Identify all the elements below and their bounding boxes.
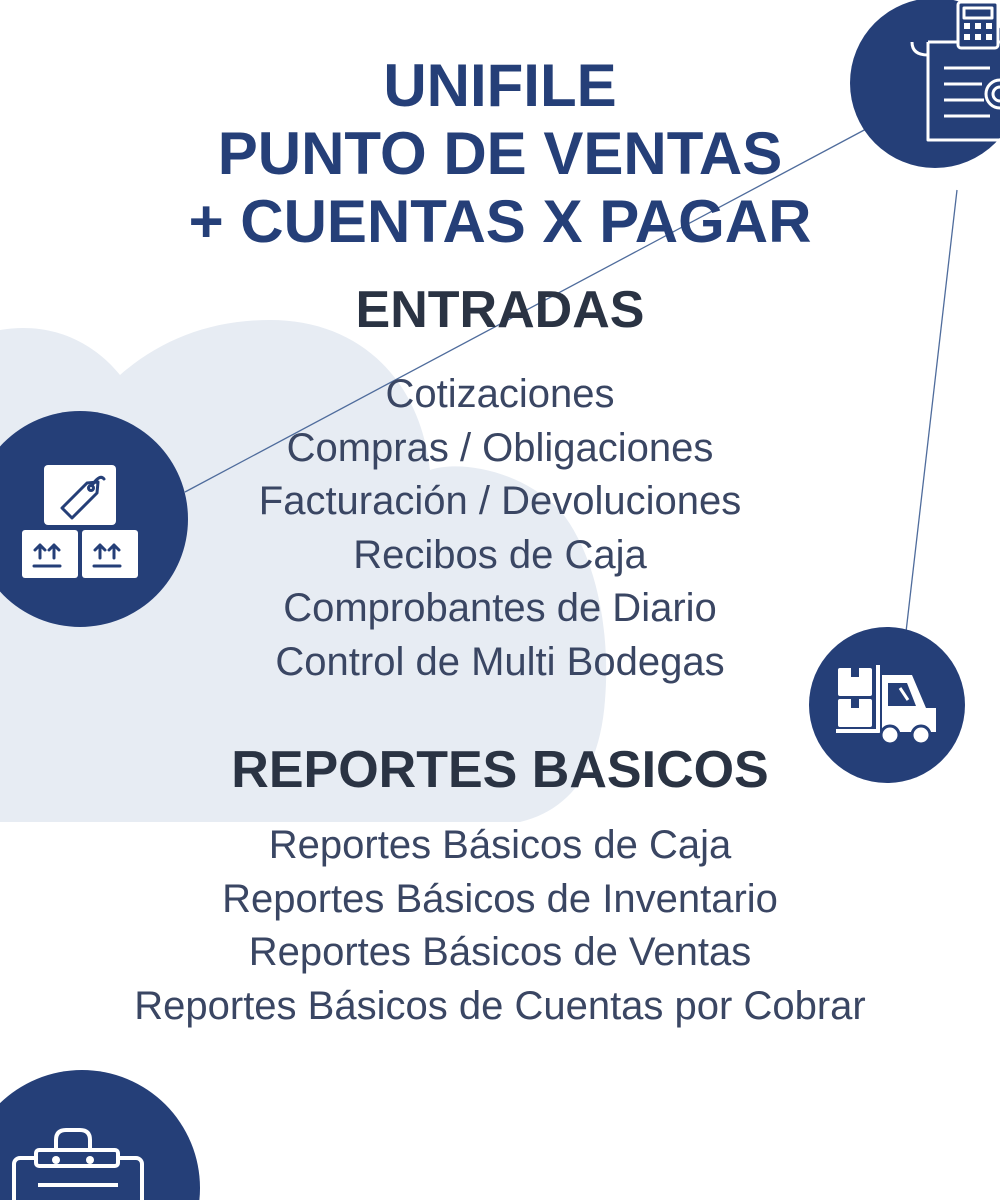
list-item: Compras / Obligaciones — [286, 425, 714, 470]
title-line-3: + CUENTAS X PAGAR — [188, 188, 812, 255]
list-item: Reportes Básicos de Inventario — [222, 876, 778, 921]
list-item: Control de Multi Bodegas — [275, 639, 725, 684]
list-item: Reportes Básicos de Ventas — [248, 930, 752, 974]
list-item: Reportes Básicos de Cuentas por Cobrar — [134, 983, 866, 1028]
list-item: Recibos de Caja — [353, 532, 647, 577]
entradas-heading: ENTRADAS — [355, 281, 645, 339]
reportes-heading: REPORTES BASICOS — [231, 741, 769, 799]
shopping-bag-icon — [0, 1070, 200, 1200]
list-item: Comprobantes de Diario — [283, 586, 717, 630]
list-item: Reportes Básicos de Caja — [268, 823, 732, 867]
title-line-2: PUNTO DE VENTAS — [217, 120, 783, 187]
page-title — [0, 52, 1000, 256]
reportes-list — [0, 819, 1000, 1033]
title-line-1: UNIFILE — [383, 52, 617, 119]
list-item: Facturación / Devoluciones — [258, 479, 742, 523]
entradas-list — [0, 368, 1000, 689]
list-item: Cotizaciones — [385, 372, 615, 416]
